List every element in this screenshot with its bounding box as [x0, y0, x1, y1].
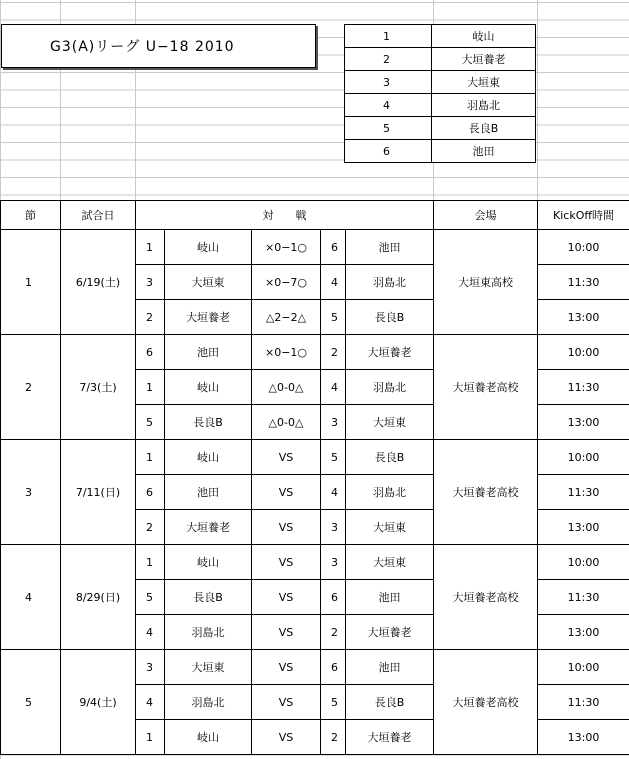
away-team-number: 5: [321, 440, 346, 475]
kickoff-time: 10:00: [538, 440, 629, 475]
round-section: 1: [1, 230, 61, 335]
away-team-number: 6: [321, 650, 346, 685]
team-row: [345, 71, 536, 94]
team-name: 岐山: [432, 25, 536, 48]
round-venue: 大垣養老高校: [434, 335, 538, 440]
home-team-number: 6: [136, 475, 165, 510]
match-result: VS: [252, 545, 321, 580]
home-team: 池田: [165, 475, 252, 510]
away-team: 大垣東: [346, 405, 434, 440]
round-venue: 大垣養老高校: [434, 440, 538, 545]
away-team: 羽島北: [346, 370, 434, 405]
kickoff-time: 13:00: [538, 405, 629, 440]
home-team: 岐山: [165, 370, 252, 405]
team-name: 大垣養老: [432, 48, 536, 71]
home-team-number: 1: [136, 370, 165, 405]
match-result: VS: [252, 440, 321, 475]
away-team-number: 2: [321, 615, 346, 650]
team-row: [345, 48, 536, 71]
home-team: 岐山: [165, 545, 252, 580]
away-team: 羽島北: [346, 265, 434, 300]
match-result: VS: [252, 720, 321, 755]
home-team-number: 3: [136, 265, 165, 300]
home-team: 大垣養老: [165, 300, 252, 335]
kickoff-time: 13:00: [538, 510, 629, 545]
away-team-number: 5: [321, 685, 346, 720]
away-team: 池田: [346, 230, 434, 265]
away-team: 大垣東: [346, 510, 434, 545]
away-team-number: 3: [321, 405, 346, 440]
kickoff-time: 11:30: [538, 370, 629, 405]
home-team: 岐山: [165, 720, 252, 755]
match-row: [1, 650, 629, 685]
kickoff-time: 10:00: [538, 545, 629, 580]
match-row: [1, 545, 629, 580]
match-result: ×0−1○: [252, 230, 321, 265]
team-name: 羽島北: [432, 94, 536, 117]
away-team-number: 6: [321, 580, 346, 615]
away-team: 羽島北: [346, 475, 434, 510]
team-number: 3: [345, 71, 432, 94]
match-row: [1, 230, 629, 265]
round-section: 2: [1, 335, 61, 440]
round-venue: 大垣養老高校: [434, 545, 538, 650]
round-date: 7/11(日): [61, 440, 136, 545]
home-team-number: 5: [136, 580, 165, 615]
team-name: 大垣東: [432, 71, 536, 94]
round-date: 6/19(土): [61, 230, 136, 335]
team-number: 4: [345, 94, 432, 117]
away-team: 長良B: [346, 440, 434, 475]
round-date: 9/4(土): [61, 650, 136, 755]
away-team-number: 4: [321, 475, 346, 510]
match-result: VS: [252, 685, 321, 720]
header-date: 試合日: [61, 201, 136, 230]
team-row: [345, 25, 536, 48]
home-team-number: 3: [136, 650, 165, 685]
match-result: VS: [252, 475, 321, 510]
league-title: [1, 24, 316, 68]
round-venue: 大垣養老高校: [434, 650, 538, 755]
home-team-number: 4: [136, 615, 165, 650]
home-team-number: 1: [136, 720, 165, 755]
home-team: 大垣東: [165, 650, 252, 685]
home-team: 羽島北: [165, 685, 252, 720]
team-list: [344, 24, 536, 163]
kickoff-time: 11:30: [538, 265, 629, 300]
away-team: 大垣養老: [346, 615, 434, 650]
kickoff-time: 13:00: [538, 300, 629, 335]
away-team: 大垣養老: [346, 720, 434, 755]
home-team: 大垣養老: [165, 510, 252, 545]
home-team-number: 1: [136, 230, 165, 265]
match-result: △2−2△: [252, 300, 321, 335]
team-name: 長良B: [432, 117, 536, 140]
round-section: 5: [1, 650, 61, 755]
away-team-number: 3: [321, 510, 346, 545]
home-team-number: 1: [136, 545, 165, 580]
match-result: VS: [252, 650, 321, 685]
schedule-table: [0, 200, 629, 755]
home-team: 岐山: [165, 440, 252, 475]
home-team: 羽島北: [165, 615, 252, 650]
home-team: 長良B: [165, 580, 252, 615]
away-team: 長良B: [346, 300, 434, 335]
league-title-text: G3(A)リーグ U−18 2010: [50, 39, 235, 55]
kickoff-time: 11:30: [538, 475, 629, 510]
home-team-number: 4: [136, 685, 165, 720]
home-team-number: 2: [136, 300, 165, 335]
team-number: 6: [345, 140, 432, 163]
away-team: 大垣養老: [346, 335, 434, 370]
away-team-number: 4: [321, 265, 346, 300]
team-row: [345, 117, 536, 140]
home-team-number: 1: [136, 440, 165, 475]
home-team: 大垣東: [165, 265, 252, 300]
header-row: [1, 201, 629, 230]
header-venue: 会場: [434, 201, 538, 230]
match-result: △0-0△: [252, 405, 321, 440]
grid-column-line: [537, 0, 538, 200]
match-result: VS: [252, 510, 321, 545]
team-row: [345, 94, 536, 117]
round-section: 3: [1, 440, 61, 545]
kickoff-time: 10:00: [538, 650, 629, 685]
away-team: 長良B: [346, 685, 434, 720]
away-team-number: 2: [321, 720, 346, 755]
match-row: [1, 440, 629, 475]
away-team-number: 5: [321, 300, 346, 335]
kickoff-time: 11:30: [538, 685, 629, 720]
away-team-number: 3: [321, 545, 346, 580]
home-team: 岐山: [165, 230, 252, 265]
header-kickoff: KickOff時間: [538, 201, 629, 230]
home-team: 池田: [165, 335, 252, 370]
away-team-number: 2: [321, 335, 346, 370]
kickoff-time: 11:30: [538, 580, 629, 615]
kickoff-time: 13:00: [538, 615, 629, 650]
match-row: [1, 335, 629, 370]
home-team-number: 2: [136, 510, 165, 545]
header-match: 対 戦: [136, 201, 434, 230]
match-result: VS: [252, 615, 321, 650]
home-team: 長良B: [165, 405, 252, 440]
away-team-number: 4: [321, 370, 346, 405]
match-result: ×0−1○: [252, 335, 321, 370]
round-section: 4: [1, 545, 61, 650]
away-team: 池田: [346, 580, 434, 615]
match-result: ×0−7○: [252, 265, 321, 300]
round-venue: 大垣東高校: [434, 230, 538, 335]
round-date: 8/29(日): [61, 545, 136, 650]
kickoff-time: 10:00: [538, 230, 629, 265]
match-result: VS: [252, 580, 321, 615]
team-row: [345, 140, 536, 163]
team-number: 1: [345, 25, 432, 48]
header-section: 節: [1, 201, 61, 230]
round-date: 7/3(土): [61, 335, 136, 440]
home-team-number: 5: [136, 405, 165, 440]
kickoff-time: 13:00: [538, 720, 629, 755]
away-team-number: 6: [321, 230, 346, 265]
team-number: 5: [345, 117, 432, 140]
team-name: 池田: [432, 140, 536, 163]
team-number: 2: [345, 48, 432, 71]
away-team: 大垣東: [346, 545, 434, 580]
home-team-number: 6: [136, 335, 165, 370]
kickoff-time: 10:00: [538, 335, 629, 370]
match-result: △0-0△: [252, 370, 321, 405]
away-team: 池田: [346, 650, 434, 685]
